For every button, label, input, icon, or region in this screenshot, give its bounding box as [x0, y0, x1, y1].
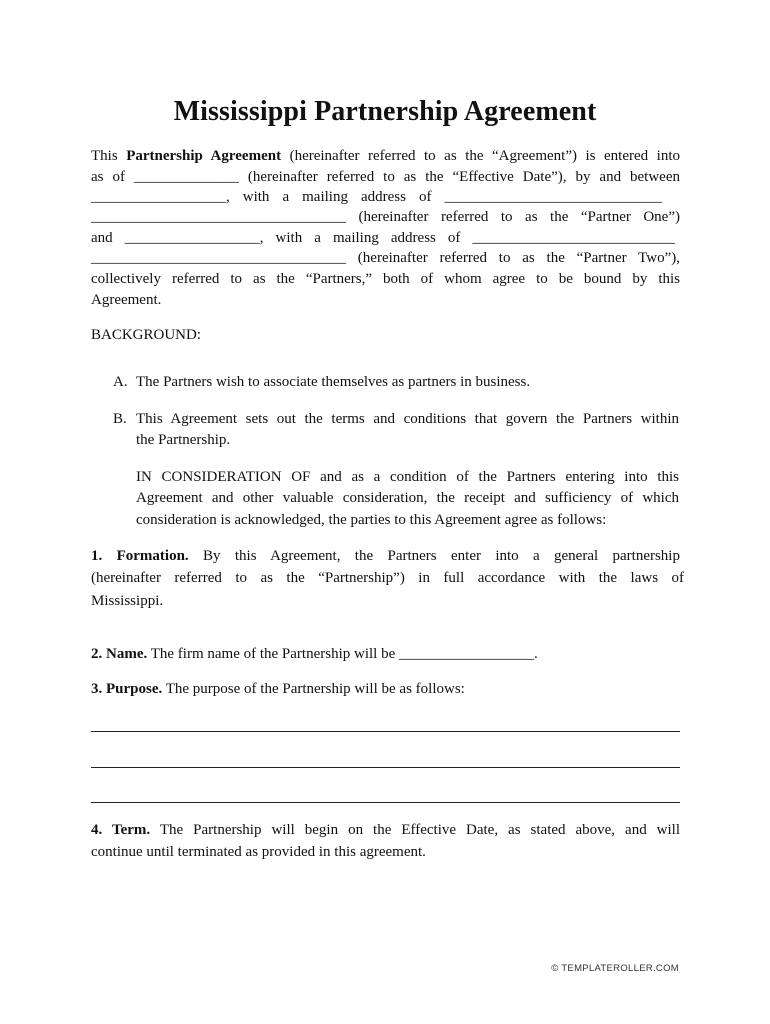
section-name: [91, 644, 538, 664]
background-item-b-line-1: This Agreement sets out the terms and conditions that govern the Partners within: [136, 411, 679, 427]
section-formation-line-2: (hereinafter referred to as the “Partnership”) in full accordance with the laws of: [91, 570, 684, 586]
background-marker-a: A.: [113, 374, 128, 390]
section-name-heading: 2. Name.: [91, 646, 148, 662]
intro-line-2: as of ______________ (hereinafter referred to as the “Effective Date”), by and between: [91, 169, 680, 185]
agreement-name-bold: Partnership Agreement: [126, 148, 282, 164]
section-term-text: The Partnership will begin on the Effective Date, as stated above, and will: [150, 822, 681, 838]
section-term-heading: 4. Term.: [91, 822, 151, 838]
document-title: Mississippi Partnership Agreement: [173, 96, 597, 127]
intro-line-6: __________________________________ (hereinafter referred to as the “Partner Two”),: [91, 250, 680, 266]
section-purpose: [91, 679, 465, 699]
intro-line-7: collectively referred to as the “Partners,” both of whom agree to be bound by this: [91, 271, 680, 287]
section-formation-line-3: Mississippi.: [91, 593, 164, 609]
purpose-blank-line-3: [91, 802, 680, 803]
intro-line-1: [91, 146, 680, 166]
consideration-line-2: Agreement and other valuable consideration, the receipt and sufficiency of which: [136, 490, 679, 506]
section-name-text: The firm name of the Partnership will be __________________.: [147, 646, 538, 662]
intro-text: This: [91, 148, 127, 164]
consideration-line-3: consideration is acknowledged, the parties to this Agreement agree as follows:: [136, 512, 607, 528]
background-marker-b: B.: [113, 411, 127, 427]
purpose-blank-line-1: [91, 731, 680, 732]
section-formation-line-1: [91, 546, 680, 566]
background-item-b-line-2: the Partnership.: [136, 432, 231, 448]
intro-line-4: __________________________________ (hereinafter referred to as the “Partner One”): [91, 209, 680, 225]
background-heading: BACKGROUND:: [91, 327, 202, 343]
section-formation-heading: 1. Formation.: [91, 548, 189, 564]
section-purpose-heading: 3. Purpose.: [91, 681, 163, 697]
intro-line-5: and __________________, with a mailing address of ___________________________: [91, 230, 675, 246]
section-term-line-2: continue until terminated as provided in this agreement.: [91, 844, 426, 860]
section-purpose-text: The purpose of the Partnership will be as follows:: [162, 681, 465, 697]
background-item-a: The Partners wish to associate themselves as partners in business.: [136, 374, 531, 390]
intro-text: (hereinafter referred to as the “Agreement”) is entered into: [281, 148, 680, 164]
intro-line-3: __________________, with a mailing address of _____________________________: [91, 189, 662, 205]
purpose-blank-line-2: [91, 767, 680, 768]
section-term-line-1: [91, 820, 680, 840]
footer-copyright: © TEMPLATEROLLER.COM: [551, 963, 679, 974]
section-formation-text: By this Agreement, the Partners enter into a general partnership: [188, 548, 680, 564]
intro-line-8: Agreement.: [91, 292, 162, 308]
consideration-line-1: IN CONSIDERATION OF and as a condition of the Partners entering into this: [136, 469, 679, 485]
